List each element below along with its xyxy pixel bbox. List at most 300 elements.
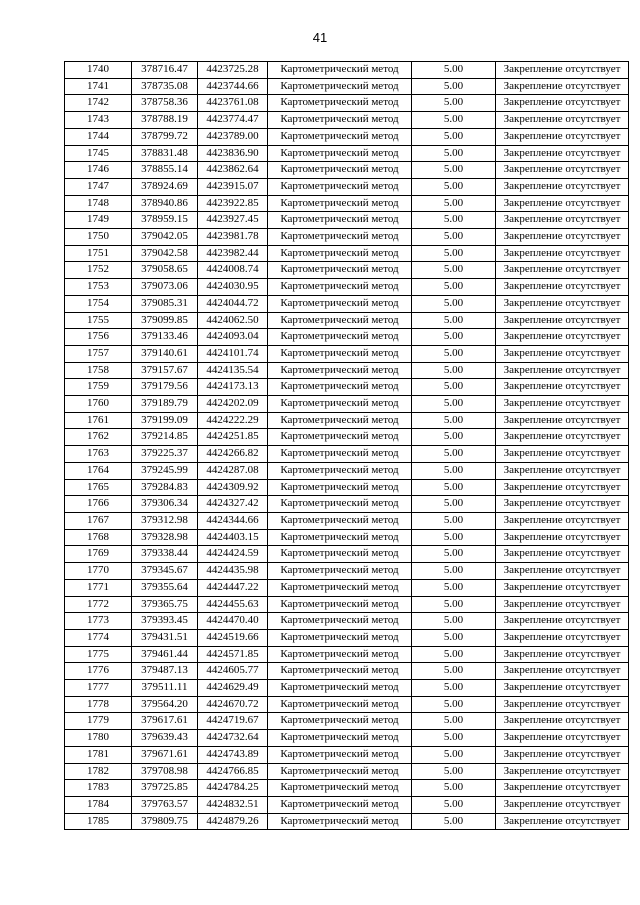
- y-coordinate-cell: 4424670.72: [198, 696, 268, 713]
- point-number-cell: 1756: [65, 329, 132, 346]
- point-number-cell: 1774: [65, 629, 132, 646]
- fixation-cell: Закрепление отсутствует: [496, 195, 629, 212]
- y-coordinate-cell: 4424719.67: [198, 713, 268, 730]
- y-coordinate-cell: 4424784.25: [198, 780, 268, 797]
- table-row: [65, 546, 629, 563]
- point-number-cell: 1776: [65, 663, 132, 680]
- x-coordinate-cell: 378788.19: [132, 112, 198, 129]
- x-coordinate-cell: 379284.83: [132, 479, 198, 496]
- fixation-cell: Закрепление отсутствует: [496, 95, 629, 112]
- method-cell: Картометрический метод: [268, 680, 412, 697]
- point-number-cell: 1769: [65, 546, 132, 563]
- point-number-cell: 1761: [65, 412, 132, 429]
- point-number-cell: 1744: [65, 128, 132, 145]
- x-coordinate-cell: 379306.34: [132, 496, 198, 513]
- point-number-cell: 1764: [65, 462, 132, 479]
- fixation-cell: Закрепление отсутствует: [496, 512, 629, 529]
- fixation-cell: Закрепление отсутствует: [496, 529, 629, 546]
- accuracy-cell: 5.00: [412, 730, 496, 747]
- method-cell: Картометрический метод: [268, 396, 412, 413]
- x-coordinate-cell: 379073.06: [132, 279, 198, 296]
- point-number-cell: 1762: [65, 429, 132, 446]
- method-cell: Картометрический метод: [268, 212, 412, 229]
- fixation-cell: Закрепление отсутствует: [496, 329, 629, 346]
- point-number-cell: 1765: [65, 479, 132, 496]
- table-row: [65, 396, 629, 413]
- method-cell: Картометрический метод: [268, 95, 412, 112]
- y-coordinate-cell: 4423761.08: [198, 95, 268, 112]
- accuracy-cell: 5.00: [412, 112, 496, 129]
- method-cell: Картометрический метод: [268, 646, 412, 663]
- x-coordinate-cell: 379312.98: [132, 512, 198, 529]
- table-row: [65, 613, 629, 630]
- point-number-cell: 1785: [65, 813, 132, 830]
- y-coordinate-cell: 4424766.85: [198, 763, 268, 780]
- method-cell: Картометрический метод: [268, 145, 412, 162]
- y-coordinate-cell: 4424447.22: [198, 579, 268, 596]
- fixation-cell: Закрепление отсутствует: [496, 262, 629, 279]
- x-coordinate-cell: 378799.72: [132, 128, 198, 145]
- point-number-cell: 1768: [65, 529, 132, 546]
- method-cell: Картометрический метод: [268, 229, 412, 246]
- fixation-cell: Закрепление отсутствует: [496, 763, 629, 780]
- x-coordinate-cell: 379355.64: [132, 579, 198, 596]
- table-row: [65, 796, 629, 813]
- accuracy-cell: 5.00: [412, 529, 496, 546]
- table-row: [65, 245, 629, 262]
- x-coordinate-cell: 379345.67: [132, 563, 198, 580]
- y-coordinate-cell: 4424832.51: [198, 796, 268, 813]
- y-coordinate-cell: 4424101.74: [198, 345, 268, 362]
- point-number-cell: 1754: [65, 295, 132, 312]
- accuracy-cell: 5.00: [412, 512, 496, 529]
- x-coordinate-cell: 379085.31: [132, 295, 198, 312]
- point-number-cell: 1740: [65, 62, 132, 79]
- method-cell: Картометрический метод: [268, 178, 412, 195]
- method-cell: Картометрический метод: [268, 746, 412, 763]
- method-cell: Картометрический метод: [268, 279, 412, 296]
- x-coordinate-cell: 379225.37: [132, 446, 198, 463]
- y-coordinate-cell: 4424135.54: [198, 362, 268, 379]
- fixation-cell: Закрепление отсутствует: [496, 362, 629, 379]
- accuracy-cell: 5.00: [412, 763, 496, 780]
- method-cell: Картометрический метод: [268, 713, 412, 730]
- x-coordinate-cell: 378735.08: [132, 78, 198, 95]
- fixation-cell: Закрепление отсутствует: [496, 579, 629, 596]
- y-coordinate-cell: 4424605.77: [198, 663, 268, 680]
- y-coordinate-cell: 4424743.89: [198, 746, 268, 763]
- table-row: [65, 563, 629, 580]
- x-coordinate-cell: 379042.58: [132, 245, 198, 262]
- coordinates-table: [64, 61, 629, 830]
- accuracy-cell: 5.00: [412, 396, 496, 413]
- y-coordinate-cell: 4424287.08: [198, 462, 268, 479]
- method-cell: Картометрический метод: [268, 412, 412, 429]
- accuracy-cell: 5.00: [412, 229, 496, 246]
- table-row: [65, 780, 629, 797]
- y-coordinate-cell: 4423915.07: [198, 178, 268, 195]
- y-coordinate-cell: 4424455.63: [198, 596, 268, 613]
- method-cell: Картометрический метод: [268, 195, 412, 212]
- point-number-cell: 1781: [65, 746, 132, 763]
- table-row: [65, 730, 629, 747]
- table-row: [65, 696, 629, 713]
- x-coordinate-cell: 379157.67: [132, 362, 198, 379]
- x-coordinate-cell: 379487.13: [132, 663, 198, 680]
- accuracy-cell: 5.00: [412, 379, 496, 396]
- y-coordinate-cell: 4423982.44: [198, 245, 268, 262]
- table-row: [65, 596, 629, 613]
- method-cell: Картометрический метод: [268, 496, 412, 513]
- point-number-cell: 1779: [65, 713, 132, 730]
- y-coordinate-cell: 4424327.42: [198, 496, 268, 513]
- y-coordinate-cell: 4424403.15: [198, 529, 268, 546]
- method-cell: Картометрический метод: [268, 730, 412, 747]
- accuracy-cell: 5.00: [412, 312, 496, 329]
- fixation-cell: Закрепление отсутствует: [496, 229, 629, 246]
- table-row: [65, 95, 629, 112]
- method-cell: Картометрический метод: [268, 479, 412, 496]
- x-coordinate-cell: 379328.98: [132, 529, 198, 546]
- point-number-cell: 1741: [65, 78, 132, 95]
- x-coordinate-cell: 378959.15: [132, 212, 198, 229]
- accuracy-cell: 5.00: [412, 646, 496, 663]
- x-coordinate-cell: 379140.61: [132, 345, 198, 362]
- point-number-cell: 1784: [65, 796, 132, 813]
- table-row: [65, 178, 629, 195]
- table-row: [65, 195, 629, 212]
- y-coordinate-cell: 4424732.64: [198, 730, 268, 747]
- method-cell: Картометрический метод: [268, 512, 412, 529]
- method-cell: Картометрический метод: [268, 62, 412, 79]
- table-row: [65, 663, 629, 680]
- point-number-cell: 1742: [65, 95, 132, 112]
- fixation-cell: Закрепление отсутствует: [496, 746, 629, 763]
- point-number-cell: 1780: [65, 730, 132, 747]
- y-coordinate-cell: 4424571.85: [198, 646, 268, 663]
- y-coordinate-cell: 4423927.45: [198, 212, 268, 229]
- y-coordinate-cell: 4424629.49: [198, 680, 268, 697]
- table-row: [65, 312, 629, 329]
- y-coordinate-cell: 4423981.78: [198, 229, 268, 246]
- table-row: [65, 78, 629, 95]
- fixation-cell: Закрепление отсутствует: [496, 379, 629, 396]
- table-row: [65, 713, 629, 730]
- method-cell: Картометрический метод: [268, 329, 412, 346]
- accuracy-cell: 5.00: [412, 195, 496, 212]
- x-coordinate-cell: 378716.47: [132, 62, 198, 79]
- y-coordinate-cell: 4424309.92: [198, 479, 268, 496]
- accuracy-cell: 5.00: [412, 412, 496, 429]
- fixation-cell: Закрепление отсутствует: [496, 112, 629, 129]
- y-coordinate-cell: 4423836.90: [198, 145, 268, 162]
- accuracy-cell: 5.00: [412, 462, 496, 479]
- point-number-cell: 1751: [65, 245, 132, 262]
- fixation-cell: Закрепление отсутствует: [496, 245, 629, 262]
- fixation-cell: Закрепление отсутствует: [496, 563, 629, 580]
- fixation-cell: Закрепление отсутствует: [496, 496, 629, 513]
- table-row: [65, 429, 629, 446]
- accuracy-cell: 5.00: [412, 780, 496, 797]
- accuracy-cell: 5.00: [412, 329, 496, 346]
- table-row: [65, 512, 629, 529]
- y-coordinate-cell: 4424424.59: [198, 546, 268, 563]
- accuracy-cell: 5.00: [412, 429, 496, 446]
- fixation-cell: Закрепление отсутствует: [496, 145, 629, 162]
- accuracy-cell: 5.00: [412, 362, 496, 379]
- accuracy-cell: 5.00: [412, 345, 496, 362]
- point-number-cell: 1750: [65, 229, 132, 246]
- method-cell: Картометрический метод: [268, 796, 412, 813]
- fixation-cell: Закрепление отсутствует: [496, 412, 629, 429]
- x-coordinate-cell: 379763.57: [132, 796, 198, 813]
- fixation-cell: Закрепление отсутствует: [496, 813, 629, 830]
- accuracy-cell: 5.00: [412, 579, 496, 596]
- table-row: [65, 329, 629, 346]
- y-coordinate-cell: 4424008.74: [198, 262, 268, 279]
- method-cell: Картометрический метод: [268, 78, 412, 95]
- fixation-cell: Закрепление отсутствует: [496, 596, 629, 613]
- point-number-cell: 1743: [65, 112, 132, 129]
- point-number-cell: 1771: [65, 579, 132, 596]
- accuracy-cell: 5.00: [412, 279, 496, 296]
- x-coordinate-cell: 379725.85: [132, 780, 198, 797]
- accuracy-cell: 5.00: [412, 746, 496, 763]
- x-coordinate-cell: 379189.79: [132, 396, 198, 413]
- x-coordinate-cell: 379179.56: [132, 379, 198, 396]
- y-coordinate-cell: 4423725.28: [198, 62, 268, 79]
- fixation-cell: Закрепление отсутствует: [496, 479, 629, 496]
- y-coordinate-cell: 4424879.26: [198, 813, 268, 830]
- y-coordinate-cell: 4423774.47: [198, 112, 268, 129]
- x-coordinate-cell: 379058.65: [132, 262, 198, 279]
- method-cell: Картометрический метод: [268, 295, 412, 312]
- method-cell: Картометрический метод: [268, 462, 412, 479]
- method-cell: Картометрический метод: [268, 362, 412, 379]
- x-coordinate-cell: 379708.98: [132, 763, 198, 780]
- x-coordinate-cell: 379639.43: [132, 730, 198, 747]
- table-row: [65, 529, 629, 546]
- table-row: [65, 646, 629, 663]
- x-coordinate-cell: 379809.75: [132, 813, 198, 830]
- fixation-cell: Закрепление отсутствует: [496, 730, 629, 747]
- table-row: [65, 112, 629, 129]
- fixation-cell: Закрепление отсутствует: [496, 696, 629, 713]
- method-cell: Картометрический метод: [268, 563, 412, 580]
- method-cell: Картометрический метод: [268, 112, 412, 129]
- y-coordinate-cell: 4424173.13: [198, 379, 268, 396]
- point-number-cell: 1757: [65, 345, 132, 362]
- table-row: [65, 128, 629, 145]
- fixation-cell: Закрепление отсутствует: [496, 629, 629, 646]
- table-row: [65, 763, 629, 780]
- accuracy-cell: 5.00: [412, 145, 496, 162]
- table-row: [65, 62, 629, 79]
- y-coordinate-cell: 4424202.09: [198, 396, 268, 413]
- point-number-cell: 1772: [65, 596, 132, 613]
- table-row: [65, 629, 629, 646]
- fixation-cell: Закрепление отсутствует: [496, 462, 629, 479]
- table-row: [65, 462, 629, 479]
- table-row: [65, 212, 629, 229]
- y-coordinate-cell: 4424030.95: [198, 279, 268, 296]
- accuracy-cell: 5.00: [412, 663, 496, 680]
- accuracy-cell: 5.00: [412, 446, 496, 463]
- x-coordinate-cell: 378924.69: [132, 178, 198, 195]
- point-number-cell: 1777: [65, 680, 132, 697]
- method-cell: Картометрический метод: [268, 429, 412, 446]
- point-number-cell: 1778: [65, 696, 132, 713]
- table-row: [65, 162, 629, 179]
- fixation-cell: Закрепление отсутствует: [496, 396, 629, 413]
- accuracy-cell: 5.00: [412, 95, 496, 112]
- method-cell: Картометрический метод: [268, 345, 412, 362]
- fixation-cell: Закрепление отсутствует: [496, 646, 629, 663]
- fixation-cell: Закрепление отсутствует: [496, 446, 629, 463]
- method-cell: Картометрический метод: [268, 446, 412, 463]
- x-coordinate-cell: 379338.44: [132, 546, 198, 563]
- table-row: [65, 579, 629, 596]
- x-coordinate-cell: 379461.44: [132, 646, 198, 663]
- y-coordinate-cell: 4424251.85: [198, 429, 268, 446]
- accuracy-cell: 5.00: [412, 680, 496, 697]
- fixation-cell: Закрепление отсутствует: [496, 62, 629, 79]
- x-coordinate-cell: 378831.48: [132, 145, 198, 162]
- method-cell: Картометрический метод: [268, 128, 412, 145]
- y-coordinate-cell: 4423744.66: [198, 78, 268, 95]
- method-cell: Картометрический метод: [268, 245, 412, 262]
- point-number-cell: 1773: [65, 613, 132, 630]
- y-coordinate-cell: 4424435.98: [198, 563, 268, 580]
- point-number-cell: 1755: [65, 312, 132, 329]
- accuracy-cell: 5.00: [412, 546, 496, 563]
- accuracy-cell: 5.00: [412, 295, 496, 312]
- x-coordinate-cell: 379133.46: [132, 329, 198, 346]
- point-number-cell: 1752: [65, 262, 132, 279]
- x-coordinate-cell: 379365.75: [132, 596, 198, 613]
- accuracy-cell: 5.00: [412, 162, 496, 179]
- x-coordinate-cell: 379245.99: [132, 462, 198, 479]
- x-coordinate-cell: 379199.09: [132, 412, 198, 429]
- accuracy-cell: 5.00: [412, 178, 496, 195]
- table-row: [65, 479, 629, 496]
- point-number-cell: 1745: [65, 145, 132, 162]
- point-number-cell: 1775: [65, 646, 132, 663]
- x-coordinate-cell: 379042.05: [132, 229, 198, 246]
- table-row: [65, 680, 629, 697]
- fixation-cell: Закрепление отсутствует: [496, 78, 629, 95]
- page-number: 41: [312, 30, 328, 45]
- coordinates-table-body: [65, 62, 629, 830]
- accuracy-cell: 5.00: [412, 262, 496, 279]
- method-cell: Картометрический метод: [268, 529, 412, 546]
- table-row: [65, 746, 629, 763]
- point-number-cell: 1763: [65, 446, 132, 463]
- y-coordinate-cell: 4424093.04: [198, 329, 268, 346]
- point-number-cell: 1759: [65, 379, 132, 396]
- table-row: [65, 813, 629, 830]
- method-cell: Картометрический метод: [268, 262, 412, 279]
- point-number-cell: 1746: [65, 162, 132, 179]
- method-cell: Картометрический метод: [268, 629, 412, 646]
- accuracy-cell: 5.00: [412, 813, 496, 830]
- x-coordinate-cell: 378940.86: [132, 195, 198, 212]
- table-row: [65, 446, 629, 463]
- point-number-cell: 1767: [65, 512, 132, 529]
- fixation-cell: Закрепление отсутствует: [496, 429, 629, 446]
- x-coordinate-cell: 379511.11: [132, 680, 198, 697]
- fixation-cell: Закрепление отсутствует: [496, 680, 629, 697]
- table-row: [65, 496, 629, 513]
- x-coordinate-cell: 379099.85: [132, 312, 198, 329]
- table-row: [65, 295, 629, 312]
- point-number-cell: 1760: [65, 396, 132, 413]
- method-cell: Картометрический метод: [268, 312, 412, 329]
- x-coordinate-cell: 379393.45: [132, 613, 198, 630]
- x-coordinate-cell: 379564.20: [132, 696, 198, 713]
- method-cell: Картометрический метод: [268, 763, 412, 780]
- accuracy-cell: 5.00: [412, 78, 496, 95]
- point-number-cell: 1758: [65, 362, 132, 379]
- y-coordinate-cell: 4423789.00: [198, 128, 268, 145]
- accuracy-cell: 5.00: [412, 496, 496, 513]
- fixation-cell: Закрепление отсутствует: [496, 780, 629, 797]
- accuracy-cell: 5.00: [412, 796, 496, 813]
- table-row: [65, 345, 629, 362]
- point-number-cell: 1782: [65, 763, 132, 780]
- table-row: [65, 229, 629, 246]
- y-coordinate-cell: 4424062.50: [198, 312, 268, 329]
- fixation-cell: Закрепление отсутствует: [496, 613, 629, 630]
- fixation-cell: Закрепление отсутствует: [496, 713, 629, 730]
- table-row: [65, 362, 629, 379]
- method-cell: Картометрический метод: [268, 613, 412, 630]
- accuracy-cell: 5.00: [412, 479, 496, 496]
- fixation-cell: Закрепление отсутствует: [496, 178, 629, 195]
- fixation-cell: Закрепление отсутствует: [496, 162, 629, 179]
- fixation-cell: Закрепление отсутствует: [496, 345, 629, 362]
- y-coordinate-cell: 4423922.85: [198, 195, 268, 212]
- accuracy-cell: 5.00: [412, 245, 496, 262]
- method-cell: Картометрический метод: [268, 813, 412, 830]
- y-coordinate-cell: 4424266.82: [198, 446, 268, 463]
- point-number-cell: 1747: [65, 178, 132, 195]
- y-coordinate-cell: 4424470.40: [198, 613, 268, 630]
- method-cell: Картометрический метод: [268, 546, 412, 563]
- accuracy-cell: 5.00: [412, 212, 496, 229]
- x-coordinate-cell: 379214.85: [132, 429, 198, 446]
- point-number-cell: 1749: [65, 212, 132, 229]
- table-row: [65, 145, 629, 162]
- y-coordinate-cell: 4424044.72: [198, 295, 268, 312]
- fixation-cell: Закрепление отсутствует: [496, 312, 629, 329]
- fixation-cell: Закрепление отсутствует: [496, 546, 629, 563]
- accuracy-cell: 5.00: [412, 696, 496, 713]
- accuracy-cell: 5.00: [412, 613, 496, 630]
- fixation-cell: Закрепление отсутствует: [496, 279, 629, 296]
- accuracy-cell: 5.00: [412, 629, 496, 646]
- method-cell: Картометрический метод: [268, 579, 412, 596]
- y-coordinate-cell: 4424519.66: [198, 629, 268, 646]
- method-cell: Картометрический метод: [268, 162, 412, 179]
- point-number-cell: 1753: [65, 279, 132, 296]
- table-row: [65, 262, 629, 279]
- method-cell: Картометрический метод: [268, 780, 412, 797]
- y-coordinate-cell: 4423862.64: [198, 162, 268, 179]
- accuracy-cell: 5.00: [412, 128, 496, 145]
- x-coordinate-cell: 378758.36: [132, 95, 198, 112]
- fixation-cell: Закрепление отсутствует: [496, 796, 629, 813]
